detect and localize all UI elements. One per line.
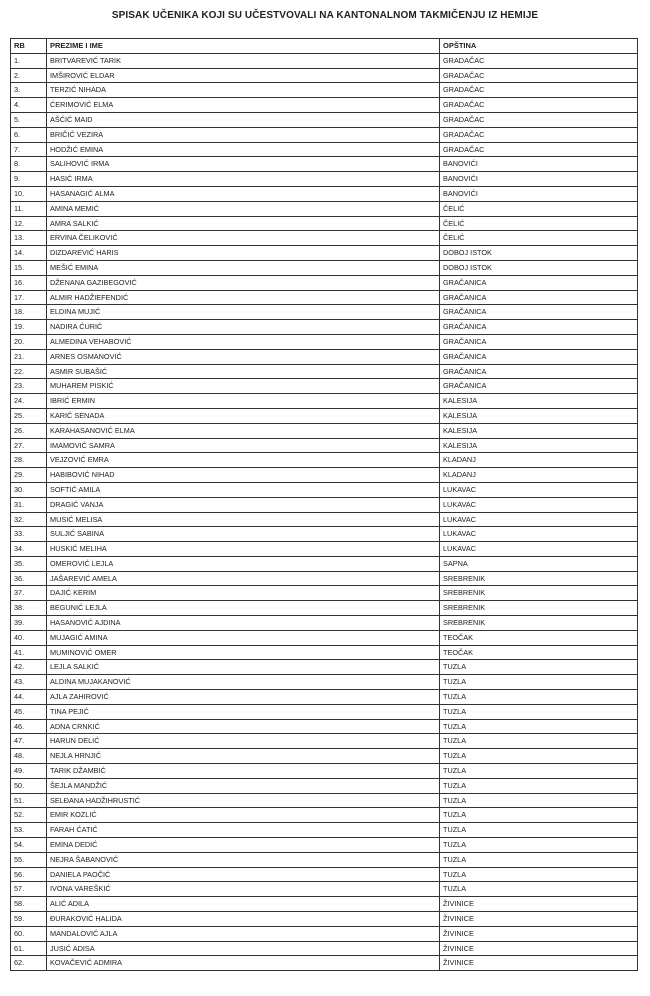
table-row [11, 305, 638, 320]
row-number: 13. [11, 231, 47, 246]
table-row [11, 201, 638, 216]
student-name: OMEROVIĆ LEJLA [47, 556, 440, 571]
student-name: MUHAREM PISKIĆ [47, 379, 440, 394]
student-name: JAŠAREVIĆ AMELA [47, 571, 440, 586]
student-name: IVONA VAREŠKIĆ [47, 882, 440, 897]
table-row [11, 68, 638, 83]
municipality: KALESIJA [440, 408, 638, 423]
row-number: 22. [11, 364, 47, 379]
student-name: AJLA ZAHIROVIĆ [47, 690, 440, 705]
table-row [11, 601, 638, 616]
table-row [11, 349, 638, 364]
table-row [11, 83, 638, 98]
row-number: 30. [11, 482, 47, 497]
municipality: GRAČANICA [440, 275, 638, 290]
student-name: AŠĆIĆ MAID [47, 112, 440, 127]
municipality: GRAČANICA [440, 349, 638, 364]
row-number: 20. [11, 334, 47, 349]
row-number: 35. [11, 556, 47, 571]
municipality: ČELIĆ [440, 231, 638, 246]
student-name: HODŽIĆ EMINA [47, 142, 440, 157]
student-name: ŠEJLA MANDŽIĆ [47, 778, 440, 793]
row-number: 23. [11, 379, 47, 394]
table-row [11, 438, 638, 453]
municipality: ŽIVINICE [440, 912, 638, 927]
row-number: 27. [11, 438, 47, 453]
row-number: 33. [11, 527, 47, 542]
student-name: BEGUNIĆ LEJLA [47, 601, 440, 616]
table-row [11, 275, 638, 290]
municipality: SAPNA [440, 556, 638, 571]
student-name: HARUN DELIĆ [47, 734, 440, 749]
table-row [11, 616, 638, 631]
student-name: MANDALOVIĆ AJLA [47, 926, 440, 941]
table-row [11, 793, 638, 808]
row-number: 49. [11, 764, 47, 779]
municipality: TUZLA [440, 734, 638, 749]
municipality: TUZLA [440, 660, 638, 675]
student-name: SULJIĆ SABINA [47, 527, 440, 542]
student-name: ERVINA ČELIKOVIĆ [47, 231, 440, 246]
row-number: 5. [11, 112, 47, 127]
municipality: BANOVIĆI [440, 172, 638, 187]
table-row [11, 542, 638, 557]
row-number: 42. [11, 660, 47, 675]
student-name: EMIR KOZLIĆ [47, 808, 440, 823]
table-row [11, 98, 638, 113]
row-number: 62. [11, 956, 47, 971]
student-name: TERZIĆ NIHADA [47, 83, 440, 98]
row-number: 10. [11, 186, 47, 201]
municipality: TUZLA [440, 704, 638, 719]
row-number: 38. [11, 601, 47, 616]
table-row [11, 482, 638, 497]
row-number: 26. [11, 423, 47, 438]
municipality: TUZLA [440, 823, 638, 838]
table-row [11, 364, 638, 379]
student-name: TARIK DŽAMBIĆ [47, 764, 440, 779]
row-number: 16. [11, 275, 47, 290]
row-number: 25. [11, 408, 47, 423]
student-name: NEJRA ŠABANOVIĆ [47, 852, 440, 867]
student-name: IMAMOVIĆ SAMRA [47, 438, 440, 453]
municipality: BANOVIĆI [440, 157, 638, 172]
table-body [11, 53, 638, 970]
row-number: 21. [11, 349, 47, 364]
student-name: AMRA SALKIĆ [47, 216, 440, 231]
row-number: 41. [11, 645, 47, 660]
row-number: 19. [11, 320, 47, 335]
municipality: TUZLA [440, 793, 638, 808]
student-name: NEJLA HRNJIĆ [47, 749, 440, 764]
row-number: 37. [11, 586, 47, 601]
table-row [11, 838, 638, 853]
student-name: VEJZOVIĆ EMRA [47, 453, 440, 468]
row-number: 11. [11, 201, 47, 216]
row-number: 9. [11, 172, 47, 187]
municipality: GRAČANICA [440, 334, 638, 349]
table-row [11, 157, 638, 172]
row-number: 29. [11, 468, 47, 483]
student-name: FARAH ĆATIĆ [47, 823, 440, 838]
table-row [11, 675, 638, 690]
table-row [11, 527, 638, 542]
table-row [11, 764, 638, 779]
student-name: BRIČIĆ VEZIRA [47, 127, 440, 142]
table-row [11, 216, 638, 231]
student-name: ADNA CRNKIĆ [47, 719, 440, 734]
municipality: ŽIVINICE [440, 926, 638, 941]
row-number: 39. [11, 616, 47, 631]
municipality: TUZLA [440, 867, 638, 882]
row-number: 17. [11, 290, 47, 305]
student-name: TINA PEJIĆ [47, 704, 440, 719]
row-number: 2. [11, 68, 47, 83]
student-name: DANIELA PAOČIĆ [47, 867, 440, 882]
table-row [11, 512, 638, 527]
row-number: 8. [11, 157, 47, 172]
municipality: GRADAČAC [440, 127, 638, 142]
student-name: ARNES OSMANOVIĆ [47, 349, 440, 364]
student-name: HASANAGIĆ ALMA [47, 186, 440, 201]
municipality: LUKAVAC [440, 482, 638, 497]
municipality: GRAČANICA [440, 290, 638, 305]
municipality: TUZLA [440, 778, 638, 793]
municipality: GRAČANICA [440, 379, 638, 394]
student-name: DAJIĆ KERIM [47, 586, 440, 601]
student-name: SOFTIĆ AMILA [47, 482, 440, 497]
municipality: TUZLA [440, 675, 638, 690]
student-name: KARAHASANOVIĆ ELMA [47, 423, 440, 438]
municipality: TUZLA [440, 882, 638, 897]
student-name: KARIĆ SENADA [47, 408, 440, 423]
student-name: DŽENANA GAZIBEGOVIĆ [47, 275, 440, 290]
student-name: HASIĆ IRMA [47, 172, 440, 187]
row-number: 18. [11, 305, 47, 320]
student-name: HABIBOVIĆ NIHAD [47, 468, 440, 483]
row-number: 45. [11, 704, 47, 719]
student-name: ĆERIMOVIĆ ELMA [47, 98, 440, 113]
row-number: 12. [11, 216, 47, 231]
municipality: TUZLA [440, 852, 638, 867]
municipality: ČELIĆ [440, 201, 638, 216]
table-row [11, 408, 638, 423]
student-name: NADIRA ĆURIĆ [47, 320, 440, 335]
municipality: TUZLA [440, 808, 638, 823]
row-number: 43. [11, 675, 47, 690]
table-row [11, 867, 638, 882]
municipality: GRADAČAC [440, 68, 638, 83]
row-number: 40. [11, 630, 47, 645]
student-name: KOVAČEVIĆ ADMIRA [47, 956, 440, 971]
student-name: ALMEDINA VEHABOVIĆ [47, 334, 440, 349]
municipality: TEOČAK [440, 630, 638, 645]
student-name: SELĐANA HADŽIHRUSTIĆ [47, 793, 440, 808]
table-row [11, 808, 638, 823]
row-number: 56. [11, 867, 47, 882]
row-number: 55. [11, 852, 47, 867]
row-number: 61. [11, 941, 47, 956]
table-row [11, 423, 638, 438]
table-row [11, 719, 638, 734]
row-number: 54. [11, 838, 47, 853]
student-name: BRITVAREVIĆ TARIK [47, 53, 440, 68]
student-name: LEJLA SALKIĆ [47, 660, 440, 675]
row-number: 47. [11, 734, 47, 749]
student-name: MUMINOVIĆ OMER [47, 645, 440, 660]
participants-table [10, 38, 638, 971]
table-row [11, 660, 638, 675]
municipality: SREBRENIK [440, 616, 638, 631]
student-name: HASANOVIĆ AJDINA [47, 616, 440, 631]
table-row [11, 246, 638, 261]
table-row [11, 556, 638, 571]
municipality: BANOVIĆI [440, 186, 638, 201]
table-row [11, 897, 638, 912]
table-row [11, 379, 638, 394]
student-name: MUSIĆ MELISA [47, 512, 440, 527]
table-row [11, 53, 638, 68]
row-number: 24. [11, 394, 47, 409]
student-name: ALIĆ ADILA [47, 897, 440, 912]
municipality: GRADAČAC [440, 98, 638, 113]
municipality: LUKAVAC [440, 497, 638, 512]
header-rb: RB [11, 39, 47, 54]
municipality: KALESIJA [440, 394, 638, 409]
table-row [11, 941, 638, 956]
student-name: DIZDAREVIĆ HARIS [47, 246, 440, 261]
table-row [11, 778, 638, 793]
table-row [11, 127, 638, 142]
table-row [11, 645, 638, 660]
table-row [11, 749, 638, 764]
student-name: ASMIR SUBAŠIĆ [47, 364, 440, 379]
student-name: SALIHOVIĆ IRMA [47, 157, 440, 172]
row-number: 53. [11, 823, 47, 838]
row-number: 52. [11, 808, 47, 823]
row-number: 7. [11, 142, 47, 157]
table-row [11, 734, 638, 749]
table-row [11, 704, 638, 719]
row-number: 46. [11, 719, 47, 734]
table-row [11, 571, 638, 586]
student-name: ALDINA MUJAKANOVIĆ [47, 675, 440, 690]
municipality: SREBRENIK [440, 586, 638, 601]
header-opstina: OPŠTINA [440, 39, 638, 54]
table-row [11, 172, 638, 187]
row-number: 4. [11, 98, 47, 113]
row-number: 32. [11, 512, 47, 527]
row-number: 34. [11, 542, 47, 557]
table-row [11, 142, 638, 157]
municipality: TUZLA [440, 719, 638, 734]
student-name: IBRIĆ ERMIN [47, 394, 440, 409]
student-name: ĐURAKOVIĆ HALIDA [47, 912, 440, 927]
table-row [11, 926, 638, 941]
table-row [11, 112, 638, 127]
municipality: ŽIVINICE [440, 941, 638, 956]
municipality: TUZLA [440, 690, 638, 705]
municipality: KLADANJ [440, 453, 638, 468]
row-number: 31. [11, 497, 47, 512]
table-row [11, 320, 638, 335]
municipality: GRADAČAC [440, 112, 638, 127]
student-name: ALMIR HADŽIEFENDIĆ [47, 290, 440, 305]
row-number: 50. [11, 778, 47, 793]
municipality: KALESIJA [440, 438, 638, 453]
municipality: TUZLA [440, 838, 638, 853]
table-row [11, 260, 638, 275]
row-number: 60. [11, 926, 47, 941]
municipality: TUZLA [440, 749, 638, 764]
municipality: GRADAČAC [440, 83, 638, 98]
table-row [11, 334, 638, 349]
row-number: 59. [11, 912, 47, 927]
student-name: DRAGIĆ VANJA [47, 497, 440, 512]
student-name: ELDINA MUJIĆ [47, 305, 440, 320]
municipality: GRAČANICA [440, 305, 638, 320]
row-number: 3. [11, 83, 47, 98]
table-row [11, 852, 638, 867]
municipality: LUKAVAC [440, 512, 638, 527]
row-number: 57. [11, 882, 47, 897]
student-name: AMINA MEMIĆ [47, 201, 440, 216]
table-row [11, 497, 638, 512]
municipality: KALESIJA [440, 423, 638, 438]
student-name: IMŠIROVIĆ ELDAR [47, 68, 440, 83]
student-name: MUJAGIĆ AMINA [47, 630, 440, 645]
student-name: JUSIĆ ADISA [47, 941, 440, 956]
municipality: GRAČANICA [440, 364, 638, 379]
document-title: SPISAK UČENIKA KOJI SU UČESTVOVALI NA KANTONALNOM TAKMIČENJU IZ HEMIJE [111, 10, 539, 21]
municipality: DOBOJ ISTOK [440, 246, 638, 261]
student-name: HUSKIĆ MELIHA [47, 542, 440, 557]
table-row [11, 290, 638, 305]
municipality: GRADAČAC [440, 53, 638, 68]
table-row [11, 468, 638, 483]
municipality: ŽIVINICE [440, 897, 638, 912]
row-number: 15. [11, 260, 47, 275]
table-row [11, 630, 638, 645]
row-number: 6. [11, 127, 47, 142]
table-row [11, 823, 638, 838]
municipality: ČELIĆ [440, 216, 638, 231]
municipality: DOBOJ ISTOK [440, 260, 638, 275]
row-number: 44. [11, 690, 47, 705]
municipality: TUZLA [440, 764, 638, 779]
municipality: TEOČAK [440, 645, 638, 660]
municipality: ŽIVINICE [440, 956, 638, 971]
student-name: MEŠIĆ EMINA [47, 260, 440, 275]
table-row [11, 912, 638, 927]
table-row [11, 690, 638, 705]
table-row [11, 453, 638, 468]
row-number: 58. [11, 897, 47, 912]
municipality: LUKAVAC [440, 542, 638, 557]
table-header-row [11, 39, 638, 54]
table-row [11, 956, 638, 971]
municipality: LUKAVAC [440, 527, 638, 542]
table-row [11, 882, 638, 897]
header-name: PREZIME I IME [47, 39, 440, 54]
municipality: GRADAČAC [440, 142, 638, 157]
table-row [11, 186, 638, 201]
row-number: 28. [11, 453, 47, 468]
row-number: 36. [11, 571, 47, 586]
municipality: SREBRENIK [440, 571, 638, 586]
row-number: 48. [11, 749, 47, 764]
row-number: 1. [11, 53, 47, 68]
table-row [11, 231, 638, 246]
table-row [11, 394, 638, 409]
row-number: 51. [11, 793, 47, 808]
row-number: 14. [11, 246, 47, 261]
student-name: EMINA DEDIĆ [47, 838, 440, 853]
municipality: GRAČANICA [440, 320, 638, 335]
municipality: KLADANJ [440, 468, 638, 483]
table-row [11, 586, 638, 601]
municipality: SREBRENIK [440, 601, 638, 616]
